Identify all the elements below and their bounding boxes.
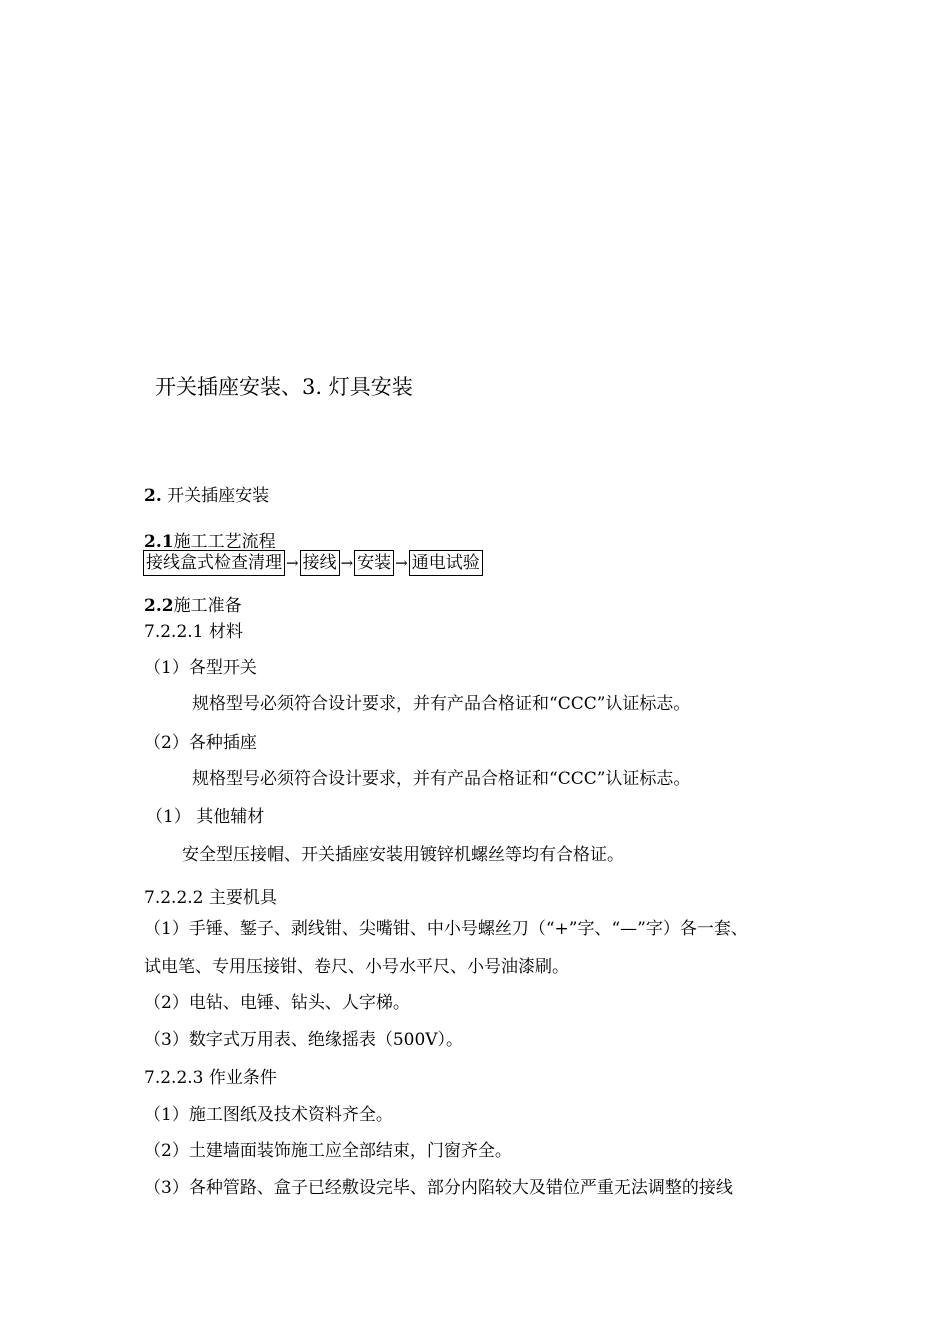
flow-arrow-icon: →	[286, 554, 299, 572]
tool-item-1: （1）手锤、錾子、剥线钳、尖嘴钳、中小号螺丝刀（“+”字、“—”字）各一套、	[144, 919, 748, 939]
section-2-2-number: 2.2	[144, 596, 174, 616]
material-item-3-desc: 安全型压接帽、开关插座安装用镀锌机螺丝等均有合格证。	[182, 845, 624, 865]
condition-item-1: （1）施工图纸及技术资料齐全。	[144, 1105, 393, 1125]
section-2-number: 2.	[144, 486, 162, 506]
condition-item-2: （2）土建墙面装饰施工应全部结束，门窗齐全。	[144, 1141, 512, 1161]
subsection-materials: 7.2.2.1 材料	[144, 622, 243, 642]
subsection-conditions: 7.2.2.3 作业条件	[144, 1068, 277, 1088]
flow-step-4: 通电试验	[409, 550, 483, 576]
section-2-2-text: 施工准备	[173, 596, 242, 616]
flow-arrow-icon: →	[395, 554, 408, 572]
flow-arrow-icon: →	[340, 554, 354, 572]
section-2-heading	[144, 481, 269, 506]
process-flow	[143, 550, 483, 576]
material-item-1-desc: 规格型号必须符合设计要求，并有产品合格证和“CCC”认证标志。	[192, 694, 691, 714]
document-title: 开关插座安装、3. 灯具安装	[155, 375, 413, 399]
flow-step-3: 安装	[354, 550, 394, 576]
material-item-1: （1）各型开关	[144, 658, 257, 678]
section-2-1-heading	[144, 527, 276, 552]
flow-step-2: 接线	[300, 550, 340, 576]
condition-item-3: （3）各种管路、盒子已经敷设完毕、部分内陷较大及错位严重无法调整的接线	[144, 1178, 733, 1198]
tool-item-1-cont: 试电笔、专用压接钳、卷尺、小号水平尺、小号油漆刷。	[144, 957, 569, 977]
material-item-3: （1） 其他辅材	[146, 807, 265, 827]
section-2-text: 开关插座安装	[167, 486, 270, 506]
section-2-1-number: 2.1	[144, 532, 174, 552]
tool-item-2: （2）电钻、电锤、钻头、人字梯。	[144, 993, 410, 1013]
material-item-2-desc: 规格型号必须符合设计要求，并有产品合格证和“CCC”认证标志。	[192, 769, 691, 789]
material-item-2: （2）各种插座	[144, 733, 257, 753]
flow-step-1: 接线盒式检查清理	[143, 550, 285, 576]
section-2-1-text: 施工工艺流程	[173, 532, 276, 552]
section-2-2-heading	[144, 591, 242, 616]
tool-item-3: （3）数字式万用表、绝缘摇表（500V）。	[144, 1030, 464, 1050]
subsection-tools: 7.2.2.2 主要机具	[144, 888, 277, 908]
